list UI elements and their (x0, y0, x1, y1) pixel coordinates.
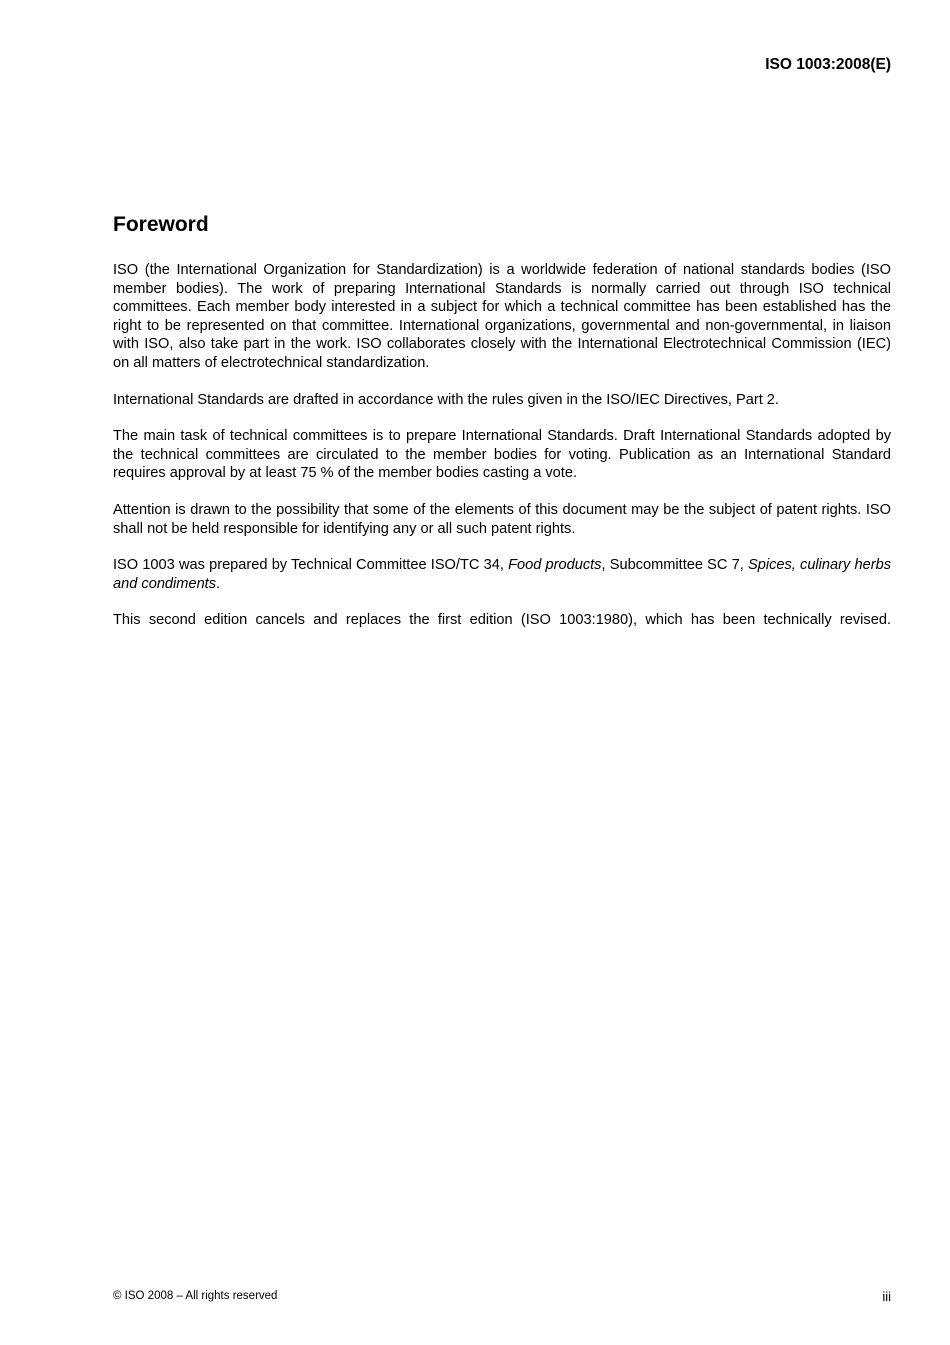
paragraph-committee-task: The main task of technical committees is to prepare International Standards. Draft International Standards adopted by the technical committees are circulated to the member bodies for voting. Publication as an International Standard requires approval by at least 75 % of the member bodies casting a vote. (113, 428, 891, 482)
paragraph-iso-overview: ISO (the International Organization for Standardization) is a worldwide federation of national standards bodies (ISO member bodies). The work of preparing International Standards is normally carried out through ISO technical committees. Each member body interested in a subject for which a technical committee has been established has the right to be represented on that committee. International organizations, governmental and non-governmental, in liaison with ISO, also take part in the work. ISO collaborates closely with the International Electrotechnical Commission (IEC) on all matters of electrotechnical standardization. (113, 262, 891, 371)
prepared-by-text: ISO 1003 was prepared by Technical Committee ISO/TC 34, (113, 557, 509, 574)
copyright-notice: © ISO 2008 – All rights reserved (113, 1290, 278, 1302)
subcommittee-text: , Subcommittee SC 7, (601, 557, 748, 574)
paragraph-drafting-rules: International Standards are drafted in accordance with the rules given in the ISO/IEC Directives, Part 2. (113, 391, 779, 408)
committee-name: Food products (508, 557, 602, 574)
paragraph-prepared-by (113, 556, 891, 593)
page-number: iii (882, 1289, 891, 1304)
subcommittee-name: Spices, culinary herbs and condiments (113, 557, 891, 592)
paragraph-patent-notice: Attention is drawn to the possibility that some of the elements of this document may be the subject of patent rights. ISO shall not be held responsible for identifying any or all such patent rights. (113, 501, 891, 537)
document-id: ISO 1003:2008(E) (765, 56, 891, 73)
foreword-body (113, 261, 891, 648)
prepared-by-end: . (216, 575, 221, 592)
page-title: Foreword (113, 213, 209, 236)
paragraph-edition-note: This second edition cancels and replaces the first edition (ISO 1003:1980), which has been technically revised. (113, 612, 891, 629)
